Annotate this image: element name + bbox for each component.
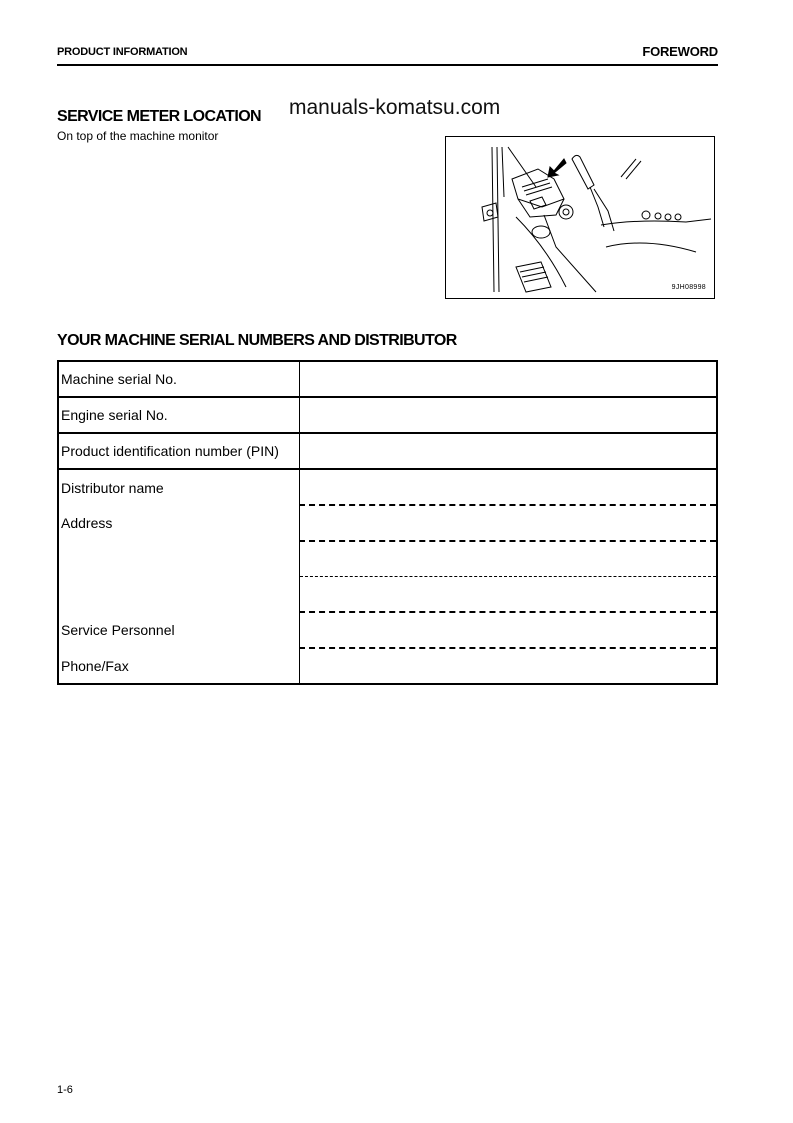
header-section-label: PRODUCT INFORMATION — [57, 46, 188, 58]
row-label: Distributor name — [58, 469, 300, 505]
address-field-line-2[interactable] — [300, 541, 718, 577]
address-field-line-3[interactable] — [300, 577, 718, 613]
engine-serial-field[interactable] — [300, 397, 718, 433]
table-row-service-personnel — [58, 612, 717, 648]
serial-numbers-table — [57, 360, 718, 685]
service-meter-illustration — [445, 136, 715, 299]
service-meter-description: On top of the machine monitor — [57, 129, 219, 143]
pin-field[interactable] — [300, 433, 718, 469]
service-personnel-field[interactable] — [300, 612, 718, 648]
header-chapter-label: FOREWORD — [642, 44, 718, 59]
watermark-text: manuals-komatsu.com — [289, 96, 501, 119]
row-label: Machine serial No. — [58, 361, 300, 397]
table-row-address-3 — [58, 577, 717, 613]
table-row-distributor-name — [58, 469, 717, 505]
table-row-phone-fax — [58, 648, 717, 684]
table-row-engine-serial — [58, 397, 717, 433]
page-number: 1-6 — [57, 1084, 73, 1096]
header-divider — [57, 64, 718, 66]
row-label: Service Personnel — [58, 612, 300, 648]
row-label — [58, 541, 300, 577]
table-row-address-2 — [58, 541, 717, 577]
row-label: Phone/Fax — [58, 648, 300, 684]
row-label: Product identification number (PIN) — [58, 433, 300, 469]
machine-serial-field[interactable] — [300, 361, 718, 397]
table-row-pin — [58, 433, 717, 469]
table-row-machine-serial — [58, 361, 717, 397]
distributor-name-field[interactable] — [300, 469, 718, 505]
row-label: Address — [58, 505, 300, 541]
row-label — [58, 577, 300, 613]
figure-reference-label: 9JH08998 — [671, 284, 706, 291]
serial-table-title: YOUR MACHINE SERIAL NUMBERS AND DISTRIBUTOR — [57, 332, 457, 349]
table-row-address — [58, 505, 717, 541]
address-field-line-1[interactable] — [300, 505, 718, 541]
service-meter-title: SERVICE METER LOCATION — [57, 108, 262, 125]
row-label: Engine serial No. — [58, 397, 300, 433]
phone-fax-field[interactable] — [300, 648, 718, 684]
